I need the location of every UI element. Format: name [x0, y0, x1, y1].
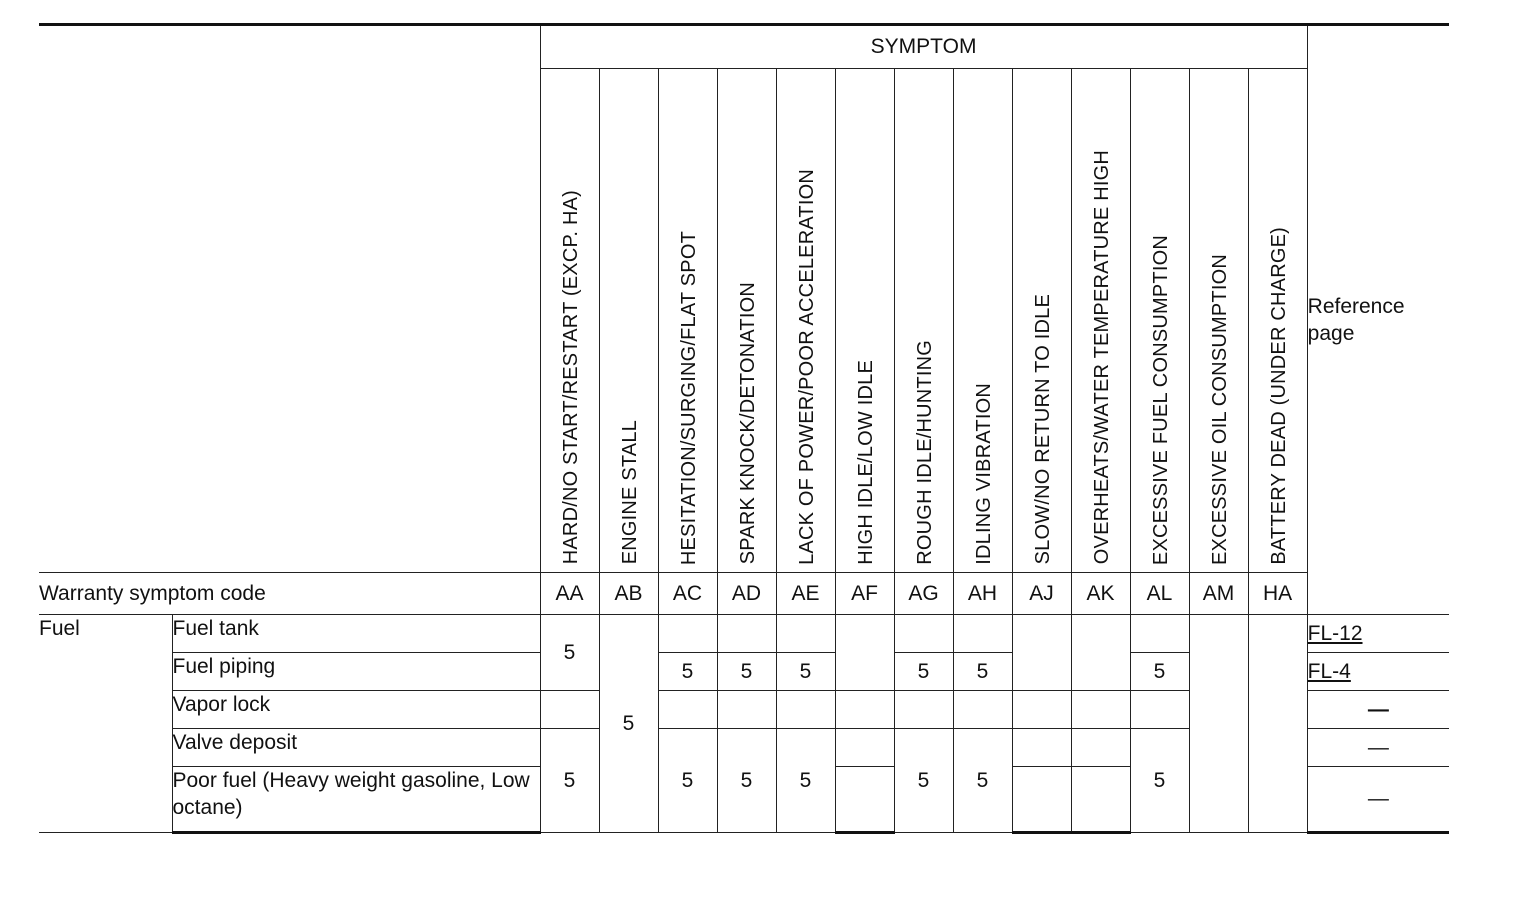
item-vapor-lock: Vapor lock — [172, 691, 540, 729]
item-poor-fuel: Poor fuel (Heavy weight gasoline, Low octane) — [172, 767, 540, 833]
value-cell — [1012, 615, 1071, 691]
symptom-header-ak: OVERHEATS/WATER TEMPERATURE HIGH — [1071, 69, 1130, 573]
warranty-code: AG — [894, 573, 953, 615]
symptom-header-ad: SPARK KNOCK/DETONATION — [717, 69, 776, 573]
item-fuel-tank: Fuel tank — [172, 615, 540, 653]
reference-page-header: Reference page — [1307, 25, 1449, 615]
ref-fuel-tank — [1307, 615, 1449, 653]
warranty-code: AA — [540, 573, 599, 615]
symptom-header-ab: ENGINE STALL — [599, 69, 658, 573]
value-ab-fuel: 5 — [599, 615, 658, 833]
symptom-header-af: HIGH IDLE/LOW IDLE — [835, 69, 894, 573]
value-cell — [953, 615, 1012, 653]
value-cell — [894, 691, 953, 729]
symptom-header-ac: HESITATION/SURGING/FLAT SPOT — [658, 69, 717, 573]
warranty-code: AJ — [1012, 573, 1071, 615]
value-cell — [1248, 615, 1307, 833]
value-cell — [1071, 729, 1130, 767]
value-cell — [540, 691, 599, 729]
value-aa-valve-poor: 5 — [540, 729, 599, 833]
value-cell — [776, 691, 835, 729]
value-ag-fuel-piping: 5 — [894, 653, 953, 691]
value-cell — [1130, 615, 1189, 653]
value-cell — [835, 691, 894, 729]
value-cell — [1012, 729, 1071, 767]
value-al-fuel-piping: 5 — [1130, 653, 1189, 691]
value-cell — [835, 767, 894, 833]
symptom-header-al: EXCESSIVE FUEL CONSUMPTION — [1130, 69, 1189, 573]
symptom-table — [39, 23, 1449, 834]
symptom-header-am: EXCESSIVE OIL CONSUMPTION — [1189, 69, 1248, 573]
value-ad-fuel-piping: 5 — [717, 653, 776, 691]
symptom-title: SYMPTOM — [540, 25, 1307, 69]
warranty-code: AE — [776, 573, 835, 615]
value-ah-fuel-piping: 5 — [953, 653, 1012, 691]
symptom-header-ag: ROUGH IDLE/HUNTING — [894, 69, 953, 573]
header-blank — [39, 25, 540, 573]
warranty-code: AL — [1130, 573, 1189, 615]
warranty-code: AH — [953, 573, 1012, 615]
symptom-header-ha: BATTERY DEAD (UNDER CHARGE) — [1248, 69, 1307, 573]
value-cell — [835, 615, 894, 691]
value-aa-fuel-tank-piping: 5 — [540, 615, 599, 691]
warranty-code: AC — [658, 573, 717, 615]
symptom-header-ae: LACK OF POWER/POOR ACCELERATION — [776, 69, 835, 573]
value-ac-valve-poor: 5 — [658, 729, 717, 833]
value-ac-fuel-piping: 5 — [658, 653, 717, 691]
warranty-code: AK — [1071, 573, 1130, 615]
warranty-code: AM — [1189, 573, 1248, 615]
item-fuel-piping: Fuel piping — [172, 653, 540, 691]
ref-link-fl-4[interactable]: FL-4 — [1307, 659, 1351, 683]
value-cell — [1071, 691, 1130, 729]
ref-link-fl-12[interactable]: FL-12 — [1307, 621, 1363, 645]
value-al-valve-poor: 5 — [1130, 729, 1189, 833]
symptom-header-aj: SLOW/NO RETURN TO IDLE — [1012, 69, 1071, 573]
warranty-code: AB — [599, 573, 658, 615]
value-cell — [1130, 691, 1189, 729]
value-cell — [894, 615, 953, 653]
value-cell — [953, 691, 1012, 729]
symptom-header-ah: IDLING VIBRATION — [953, 69, 1012, 573]
symptom-header-aa: HARD/NO START/RESTART (EXCP. HA) — [540, 69, 599, 573]
ref-fuel-piping — [1307, 653, 1449, 691]
value-ae-valve-poor: 5 — [776, 729, 835, 833]
value-cell — [1012, 767, 1071, 833]
value-cell — [1071, 615, 1130, 691]
value-ad-valve-poor: 5 — [717, 729, 776, 833]
value-ae-fuel-piping: 5 — [776, 653, 835, 691]
value-cell — [1012, 691, 1071, 729]
ref-valve-deposit: — — [1307, 729, 1449, 767]
value-cell — [658, 691, 717, 729]
ref-vapor-lock: — — [1307, 691, 1449, 729]
value-cell — [717, 615, 776, 653]
category-fuel: Fuel — [39, 615, 172, 833]
item-valve-deposit: Valve deposit — [172, 729, 540, 767]
value-cell — [835, 729, 894, 767]
value-ah-valve-poor: 5 — [953, 729, 1012, 833]
warranty-code: AF — [835, 573, 894, 615]
value-cell — [1071, 767, 1130, 833]
value-cell — [717, 691, 776, 729]
warranty-code: AD — [717, 573, 776, 615]
ref-poor-fuel: — — [1307, 767, 1449, 833]
warranty-code: HA — [1248, 573, 1307, 615]
warranty-code-label: Warranty symptom code — [39, 573, 540, 615]
value-cell — [1189, 615, 1248, 833]
value-ag-valve-poor: 5 — [894, 729, 953, 833]
value-cell — [658, 615, 717, 653]
value-cell — [776, 615, 835, 653]
